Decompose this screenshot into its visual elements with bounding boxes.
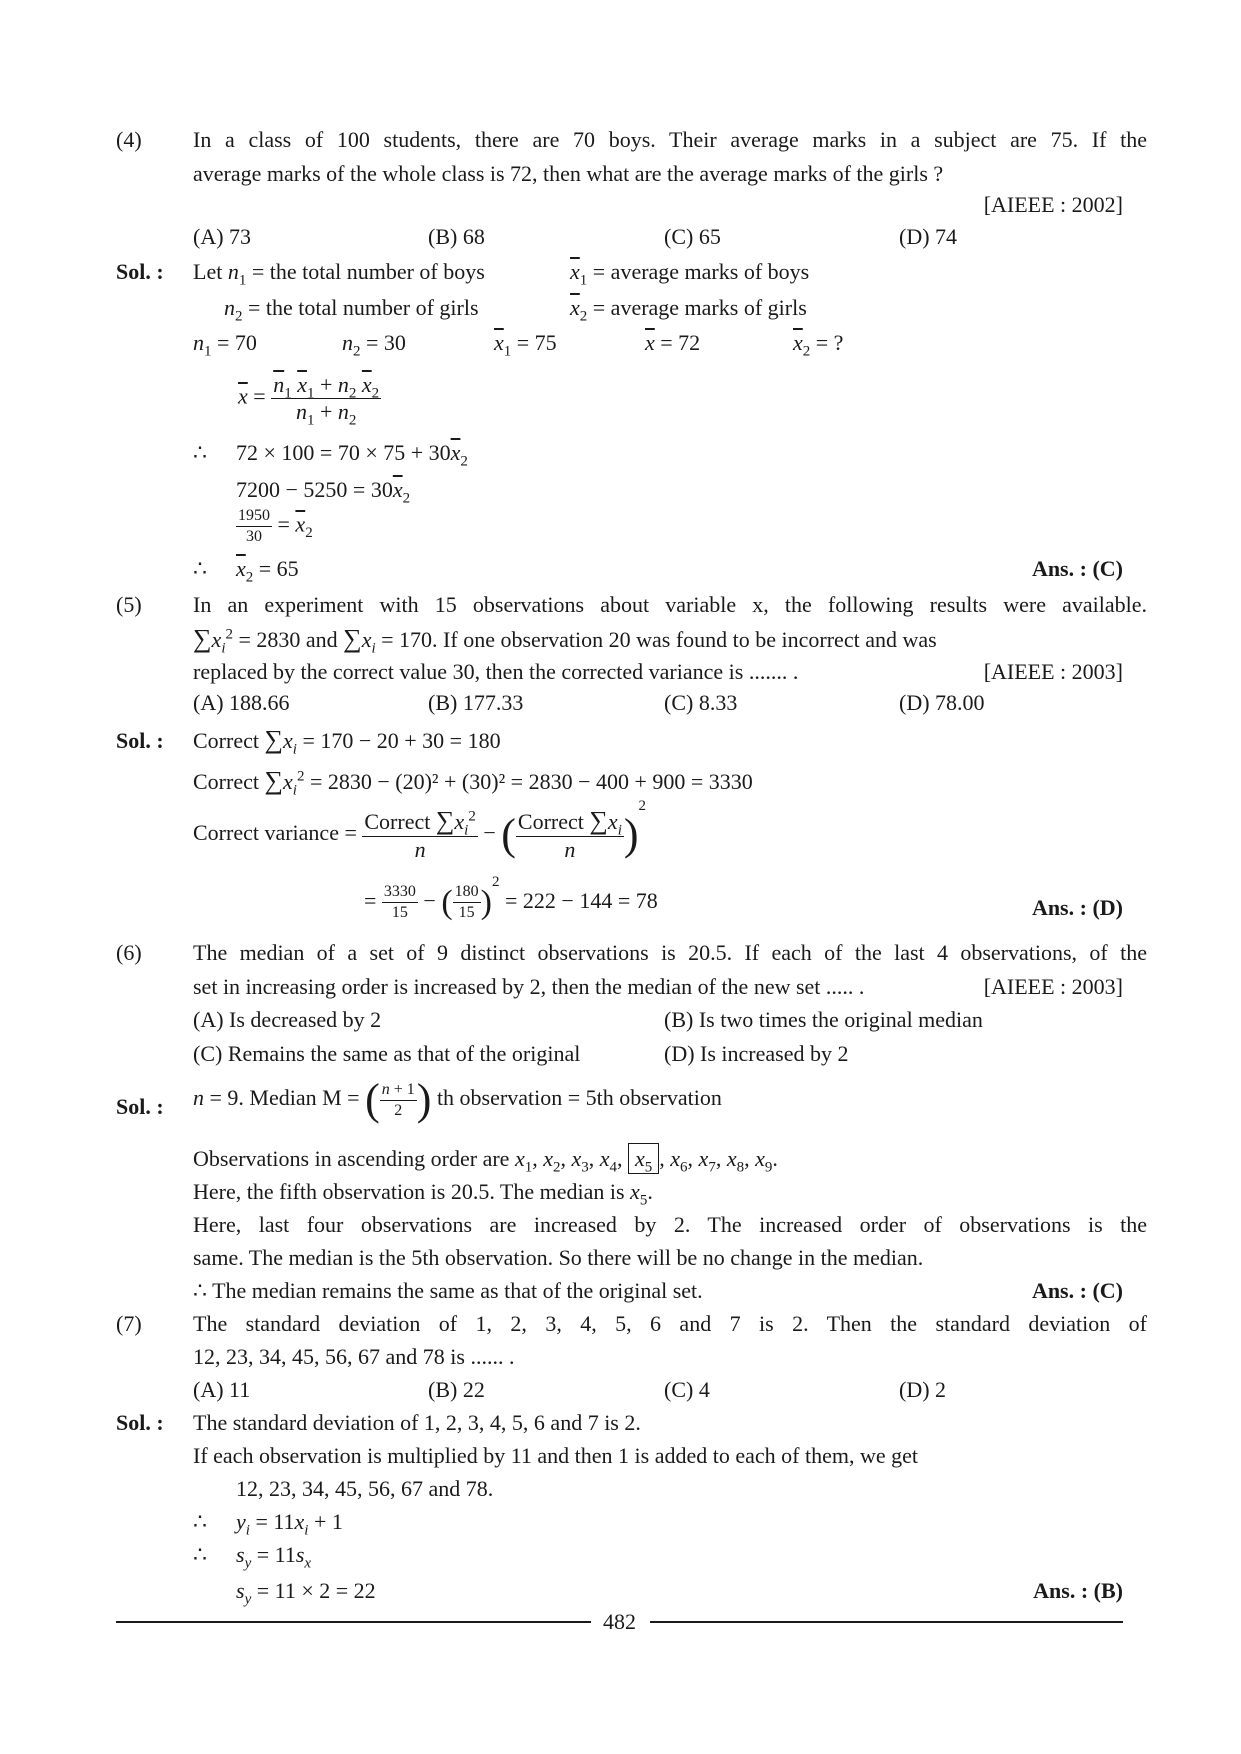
page-number: 482 [603, 1609, 636, 1634]
given-value: $\overline{x} = 72$ [645, 330, 701, 355]
solution-line: $\overline{x}_2$ = average marks of girls [570, 295, 807, 325]
option-a: (A) 73 [193, 224, 252, 249]
answer: Ans. : (C) [1031, 1278, 1123, 1303]
option-c: (C) 8.33 [664, 690, 738, 715]
variance-formula: Correct variance = $\frac{Correct \sum x_i^2}{n}$ − ( $\frac{Correct \sum x_i}{n}$ )$^2$ [193, 798, 647, 863]
given-value: $\overline{x}_2$ = ? [793, 330, 844, 360]
equation: $\frac{1950}{30}$ = $\overline{x}_2$ [238, 507, 313, 545]
given-value: $n_1 = 70$ [193, 330, 257, 360]
question-text: set in increasing order is increased by 2, then the median of the new set ..... . [193, 974, 865, 999]
therefore-symbol: ∴ [193, 556, 207, 581]
equation: $7200 - 5250 = 30\overline{x}_2$ [236, 477, 411, 507]
answer: Ans. : (C) [1031, 556, 1123, 581]
question-text: The median of a set of 9 distinct observations is 20.5. If each of the last 4 observations, of the [193, 940, 1147, 965]
question-number: (6) [116, 940, 142, 965]
solution-line: 12, 23, 34, 45, 56, 67 and 78. [236, 1476, 494, 1501]
solution-line: The standard deviation of 1, 2, 3, 4, 5, 6 and 7 is 2. [193, 1410, 641, 1435]
given-value: $\overline{x}_1 = 75$ [494, 330, 557, 360]
option-a: (A) 188.66 [193, 690, 290, 715]
question-text: In an experiment with 15 observations about variable x, the following results were available. [193, 592, 1147, 617]
option-b: (B) 68 [428, 224, 485, 249]
result: $\overline{x}_2 = 65$ [236, 556, 299, 586]
option-d: (D) 2 [899, 1377, 947, 1402]
option-d: (D) 78.00 [899, 690, 985, 715]
answer: Ans. : (D) [1031, 895, 1123, 920]
footer-rule-right [650, 1621, 1123, 1623]
option-b: (B) 177.33 [428, 690, 524, 715]
solution-line: same. The median is the 5th observation. So there will be no change in the median. [193, 1245, 924, 1270]
therefore-symbol: ∴ [193, 440, 207, 465]
solution-line: n = 9. Median M = ( $\frac{n + 1}{2}$ ) th observation = 5th observation [193, 1075, 722, 1124]
solution-line: $\overline{x}_1$ = average marks of boys [570, 259, 810, 289]
equation: $s_y = 11s_x$ [236, 1542, 312, 1572]
question-text: average marks of the whole class is 72, then what are the average marks of the girls ? [193, 161, 944, 186]
question-text: 12, 23, 34, 45, 56, 67 and 78 is ...... . [193, 1344, 515, 1369]
option-d: (D) Is increased by 2 [664, 1041, 849, 1066]
highlighted-median-term: $x_5$ [628, 1143, 659, 1174]
option-a: (A) Is decreased by 2 [193, 1007, 382, 1032]
option-b: (B) 22 [428, 1377, 485, 1402]
option-c: (C) Remains the same as that of the original [193, 1041, 581, 1066]
solution-line: $n_2$ = the total number of girls [224, 295, 479, 325]
solution-label: Sol. : [116, 1410, 164, 1435]
solution-line: If each observation is multiplied by 11 and then 1 is added to each of them, we get [193, 1443, 918, 1468]
equation: $72 \times 100 = 70 \times 75 + 30\overline{x}_2$ [236, 440, 468, 470]
exam-reference: [AIEEE : 2002] [983, 192, 1123, 217]
equation: $y_i = 11x_i + 1$ [236, 1509, 343, 1539]
option-b: (B) Is two times the original median [664, 1007, 983, 1032]
solution-line: Observations in ascending order are $x_1$, $x_2$, $x_3$, $x_4$, $x_5$ , $x_6$, $x_7$, $x_8$, $x_9$. [193, 1148, 778, 1170]
answer: Ans. : (B) [1033, 1578, 1123, 1603]
question-number: (4) [116, 127, 142, 152]
question-number: (5) [116, 592, 142, 617]
mean-formula: $\overline{x}$ = $\frac{\overline{n}_1 \overline{x}_1 + n_2 \overline{x}_2}{n_1 + n_2}$ [238, 372, 380, 429]
option-c: (C) 65 [664, 224, 721, 249]
question-text: $\sum x_i^2 = 2830$ and $\sum x_i = 170$. If one observation 20 was found to be incorrect and was [193, 624, 937, 657]
question-text: The standard deviation of 1, 2, 3, 4, 5, 6 and 7 is 2. Then the standard deviation of [193, 1311, 1147, 1336]
therefore-symbol: ∴ [193, 1509, 207, 1534]
solution-line: Here, the fifth observation is 20.5. The median is $x_5$. [193, 1179, 653, 1209]
solution-line: Correct $\sum x_i = 170 - 20 + 30 = 180$ [193, 725, 501, 758]
question-number: (7) [116, 1311, 142, 1336]
solution-line: Here, last four observations are increased by 2. The increased order of observations is the [193, 1212, 1147, 1237]
option-d: (D) 74 [899, 224, 958, 249]
therefore-symbol: ∴ [193, 1542, 207, 1567]
solution-label: Sol. : [116, 1094, 164, 1119]
variance-calculation: = $\frac{3330}{15}$ − ( $\frac{180}{15}$ )$^2$ = 222 − 144 = 78 [364, 874, 658, 922]
option-a: (A) 11 [193, 1377, 251, 1402]
solution-line: Correct $\sum x_i^2 = 2830 - (20)^2 + (30)^2 = 2830 - 400 + 900 = 3330$ [193, 766, 753, 799]
solution-label: Sol. : [116, 728, 164, 753]
footer-rule-left [116, 1621, 591, 1623]
given-value: $n_2 = 30$ [342, 330, 406, 360]
exam-reference: [AIEEE : 2003] [983, 974, 1123, 999]
equation: $s_y = 11 \times 2 = 22$ [236, 1578, 376, 1608]
option-c: (C) 4 [664, 1377, 710, 1402]
question-text: In a class of 100 students, there are 70 boys. Their average marks in a subject are 75. If the [193, 127, 1147, 152]
solution-line: ∴ The median remains the same as that of the original set. [193, 1278, 703, 1303]
question-text: replaced by the correct value 30, then the corrected variance is ....... . [193, 659, 799, 684]
exam-reference: [AIEEE : 2003] [983, 659, 1123, 684]
solution-label: Sol. : [116, 259, 164, 284]
solution-line: Let $n_1$ = the total number of boys [193, 259, 485, 289]
